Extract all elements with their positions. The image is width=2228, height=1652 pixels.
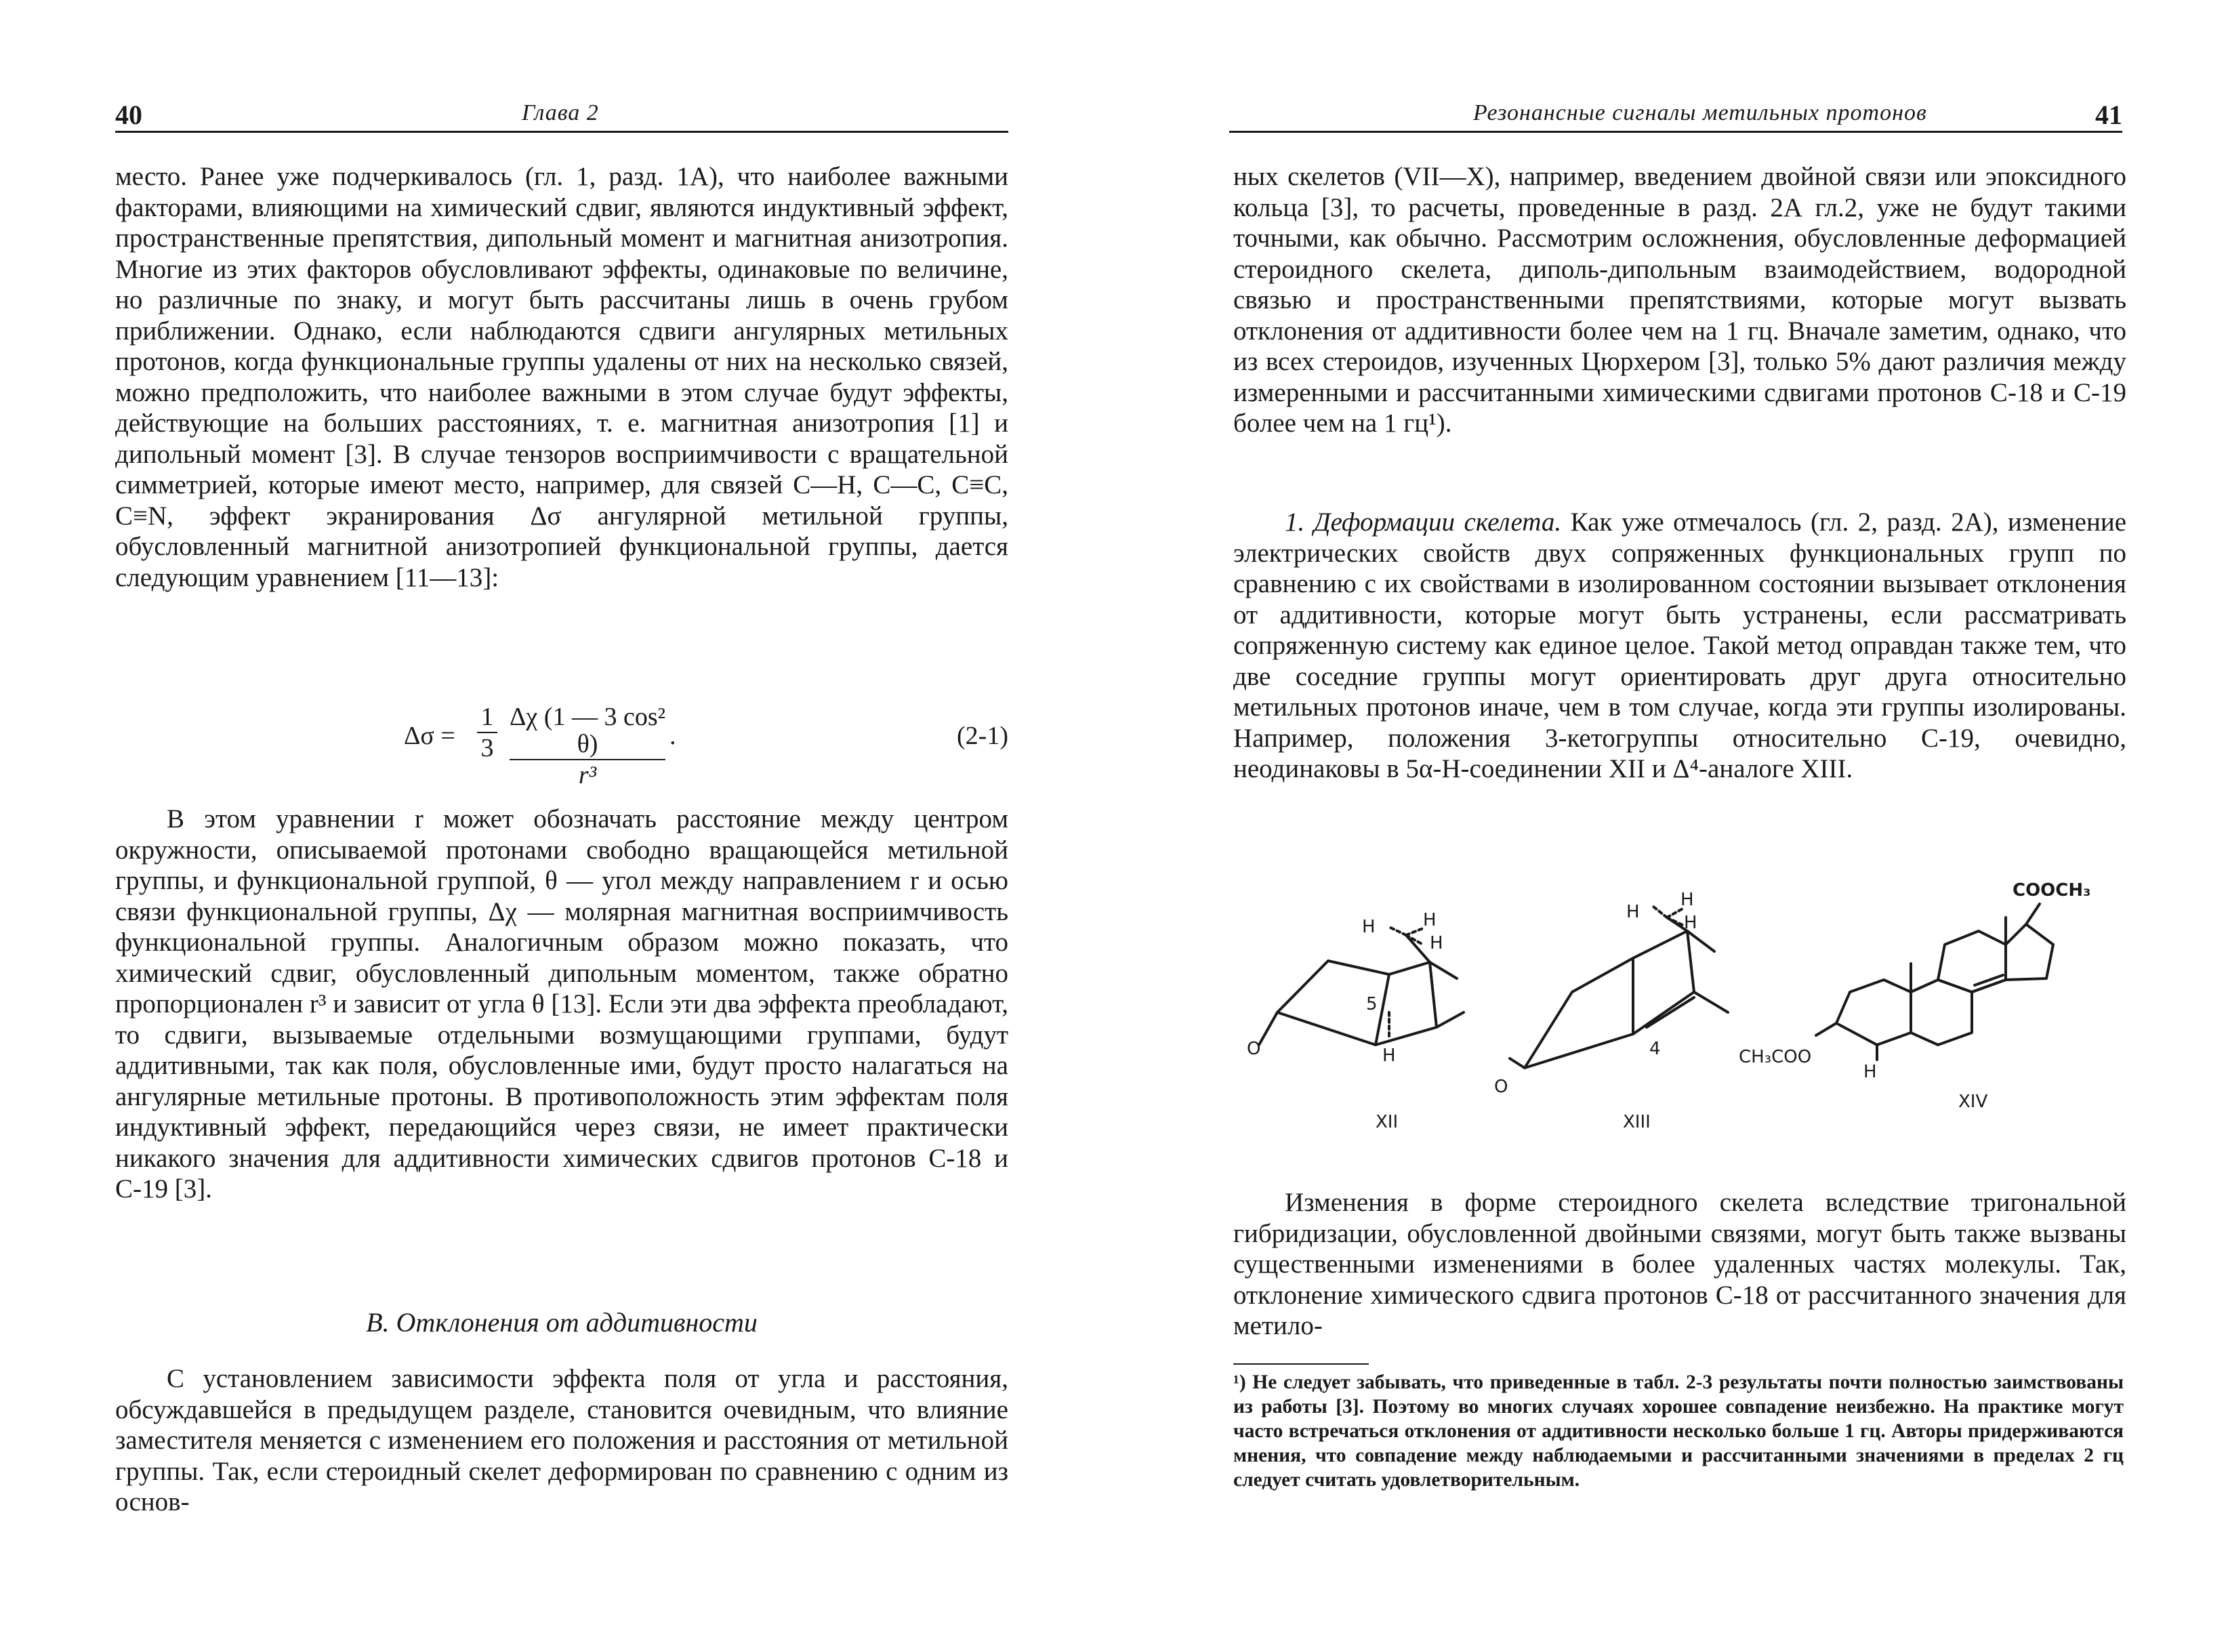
xii-o-label: O <box>1247 1039 1261 1059</box>
right-paragraph-1 <box>1233 161 2126 439</box>
left-paragraph-3 <box>115 1363 1008 1518</box>
structure-xiv <box>1816 904 2053 1060</box>
paragraph-text: С установлением зависимости эффекта поля от угла и расстояния, обсуждавшейся в предыдущем разделе, становится очевидным, что влияние заместителя меняется с изменением его положения и расстояния от метильной группы. Так, если стероидный скелет деформирован по сравнению с одним из основ- <box>115 1364 1008 1516</box>
xiii-h3-label: H <box>1684 913 1697 933</box>
paragraph-text: Изменения в форме стероидного скелета вследствие тригональной гибридизации, обусловленной двойными связями, могут быть также вызваны существенными изменениями в более удаленных частях молекулы. Так, отклонение химического сдвига протонов С-18 от рассчитанного значения для метило- <box>1233 1188 2126 1340</box>
xii-h-label: H <box>1362 917 1376 937</box>
xiv-ch3coo-label: CH₃COO <box>1739 1047 1812 1067</box>
header-rule <box>1229 131 2122 133</box>
equation-fraction-1 <box>477 703 497 762</box>
xiii-h-label: H <box>1626 902 1640 922</box>
xii-h3-label: H <box>1430 933 1443 953</box>
steroid-structures-figure <box>1226 877 2107 1148</box>
paragraph-text: место. Ранее уже подчеркивалось (гл. 1, разд. 1А), что наиболее важными факторами, влияющими на химический сдвиг, являются индуктивный эффект, пространственные препятствия, дипольный момент и магнитная анизотропия. Многие из этих факторов обусловливают эффекты, одинаковые по величине, но различные по знаку, и могут быть рассчитаны лишь в очень грубом приближении. Однако, если наблюдаются сдвиги ангулярных метильных протонов, когда функциональные группы удалены от них на несколько связей, можно предположить, что наиболее важными в этом случае будут эффекты, действующие на больших расстояниях, т. е. магнитная анизотропия [1] и дипольный момент [3]. В случае тензоров восприимчивости с вращательной симметрией, которые имеют место, например, для связей С—Н, С—С, С≡С, С≡N, эффект экранирования Δσ ангулярной метильной группы, обусловленный магнитной анизотропией функциональной группы, дается следующим уравнением [11—13]: <box>115 162 1008 592</box>
paragraph-body: Как уже отмечалось (гл. 2, разд. 2А), изменение электрических свойств двух сопряженных функциональных групп по сравнению с их свойствами в изолированном состоянии вызывает отклонения от аддитивности, которые могут быть устранены, если рассматривать сопряженную систему как единое целое. Такой метод оправдан также тем, что две соседние группы могут ориентировать друг друга относительно метильных протонов иначе, чем в том случае, когда эти группы изолированы. Например, положения 3-кетогруппы относительно С-19, очевидно, неодинаковы в 5α-Н-соединении XII и Δ⁴-аналоге XIII. <box>1233 508 2126 783</box>
xii-c5-label: 5 <box>1366 994 1378 1014</box>
running-title: Глава 2 <box>522 100 599 125</box>
right-paragraph-3 <box>1233 1187 2126 1342</box>
equation-period: . <box>669 722 676 750</box>
xiv-cooch3-label: COOCH₃ <box>2013 880 2091 901</box>
xii-compound-label: XII <box>1376 1112 1399 1132</box>
section-heading: В. Отклонения от аддитивности <box>366 1307 758 1338</box>
xii-h2-label: H <box>1423 910 1437 930</box>
equation-fraction-2 <box>510 703 665 789</box>
paragraph-text: В этом уравнении r может обозначать расстояние между центром окружности, описываемой протонами свободно вращающейся метильной группы, и функциональной группой, θ — угол между направлением r и осью связи функциональной группы, Δχ — молярная магнитная восприимчивость функциональной группы. Аналогичным образом можно показать, что химический сдвиг, обусловленный дипольным моментом, также обратно пропорционален r³ и зависит от угла θ [13]. Если эти два эффекта преобладают, то сдвиги, вызываемые отдельными возмущающими группами, будут аддитивными, так как поля, обусловленные ими, будут просто налагаться на ангулярные метильные протоны. В противоположность этим эффектам поля индуктивный эффект, передающийся через связи, не имеет практически никакого значения для аддитивности химических сдвигов протонов С-18 и С-19 [3]. <box>115 804 1008 1203</box>
frac1-bar <box>477 732 497 733</box>
paragraph-text: ных скелетов (VII—X), например, введением двойной связи или эпоксидного кольца [3], то расчеты, проведенные в разд. 2А гл.2, уже не будут такими точными, как обычно. Рассмотрим осложнения, обусловленные деформацией стероидного скелета, диполь-дипольным взаимодействием, водородной связью и пространственными препятствиями, которые могут вызвать отклонения от аддитивности более чем на 1 гц. Вначале заметим, однако, что из всех стероидов, изученных Цюрхером [3], только 5% дают различия между измеренными и рассчитанными химическими сдвигами протонов С-18 и С-19 более чем на 1 гц¹). <box>1233 162 2126 438</box>
frac2-bar <box>510 759 665 760</box>
xiii-compound-label: XIII <box>1623 1112 1651 1132</box>
footnote: ¹) Не следует забывать, что приведенные в табл. 2-3 результаты почти полностью заимствованы из работы [3]. Поэтому во многих случаях хорошее совпадение неизбежно. На практике могут часто встречаться отклонения от аддитивности несколько больше 1 гц. Авторы придерживаются мнения, что совпадение между наблюдаемыми и рассчитанными значениями в пределах 2 гц следует считать удовлетворительным. <box>1233 1371 2124 1491</box>
xiii-h2-label: H <box>1680 890 1694 910</box>
xiv-h-label: H <box>1863 1062 1877 1082</box>
xiv-compound-label: XIV <box>1958 1092 1988 1112</box>
right-running-head <box>1229 94 2122 133</box>
page-number: 41 <box>2095 100 2122 130</box>
paragraph-text <box>1233 507 2126 785</box>
equation-2-1 <box>404 703 1008 789</box>
right-paragraph-2 <box>1233 507 2126 785</box>
footnote-rule <box>1233 1363 1369 1365</box>
paragraph-lead: 1. Деформации скелета. <box>1285 508 1562 537</box>
frac1-numerator: 1 <box>480 703 494 731</box>
left-running-head <box>115 94 1008 133</box>
xiii-o-label: O <box>1494 1077 1508 1097</box>
xii-h4-label: H <box>1382 1046 1396 1066</box>
xiii-c4-label: 4 <box>1649 1039 1661 1059</box>
page-number: 40 <box>115 100 142 130</box>
running-title: Резонансные сигналы метильных протонов <box>1473 100 1927 125</box>
equation-lhs: Δσ = <box>404 722 455 750</box>
equation-label: (2-1) <box>957 722 1008 750</box>
left-paragraph-1 <box>115 161 1008 593</box>
header-rule <box>115 131 1008 133</box>
frac1-denominator: 3 <box>480 734 494 762</box>
frac2-numerator: Δχ (1 — 3 cos² θ) <box>510 703 666 758</box>
frac2-denominator: r³ <box>578 761 597 789</box>
left-paragraph-2 <box>115 804 1008 1205</box>
